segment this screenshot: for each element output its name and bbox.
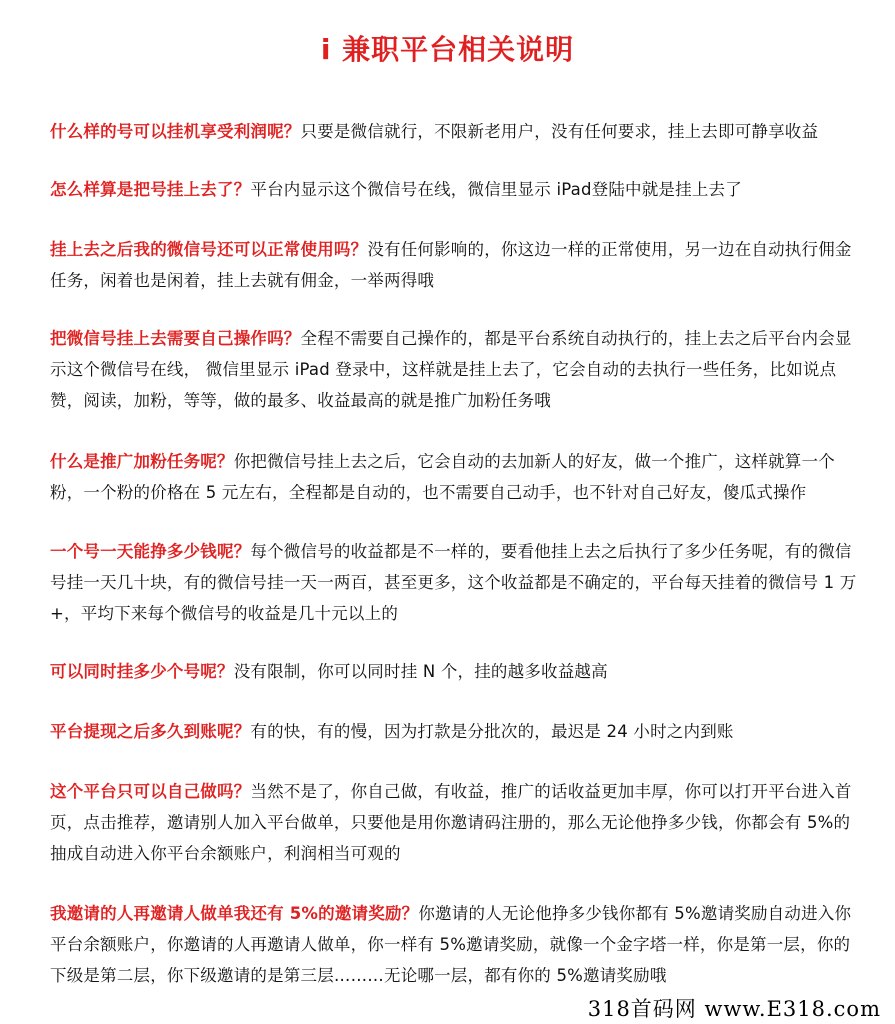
question-text: 平台提现之后多久到账呢？: [50, 722, 251, 741]
question-text: 一个号一天能挣多少钱呢？: [50, 542, 251, 561]
answer-text: 你把微信号挂上去之后，它会自动的去加新人的好友，做一个推广，这样就算一个粉，一个粉的价格在 5 元左右，全程都是自动的，也不需要自己动手，也不针对自己好友，傻瓜式操作: [50, 452, 835, 502]
qa-item: [50, 446, 858, 508]
question-text: 我邀请的人再邀请人做单我还有 5%的邀请奖励？: [50, 904, 419, 923]
question-text: 把微信号挂上去需要自己操作吗？: [50, 329, 301, 348]
qa-item: [50, 234, 858, 296]
qa-item: [50, 323, 858, 416]
question-text: 怎么样算是把号挂上去了？: [50, 180, 251, 199]
qa-item: [50, 174, 858, 205]
question-text: 这个平台只可以自己做吗？: [50, 782, 251, 801]
answer-text: 每个微信号的收益都是不一样的，要看他挂上去之后执行了多少任务呢，有的微信号挂一天几十块，有的微信号挂一天一两百，甚至更多，这个收益都是不确定的，平台每天挂着的微信号 1 万+，平均下来每个微信号的收益是几十元以上的: [50, 542, 857, 623]
qa-item: [50, 116, 858, 147]
answer-text: 当然不是了，你自己做，有收益，推广的话收益更加丰厚，你可以打开平台进入首页，点击推荐，邀请别人加入平台做单，只要他是用你邀请码注册的，那么无论他挣多少钱，你都会有 5%的抽成自动进入你平台余额账户，利润相当可观的: [50, 782, 852, 863]
qa-item: [50, 776, 858, 869]
watermark: 318首码网 www.E318.com: [587, 997, 881, 1021]
answer-text: 有的快，有的慢，因为打款是分批次的，最迟是 24 小时之内到账: [250, 722, 734, 741]
question-text: 什么样的号可以挂机享受利润呢？: [50, 122, 301, 141]
answer-text: 没有任何影响的，你这边一样的正常使用，另一边在自动执行佣金任务，闲着也是闲着，挂上去就有佣金，一举两得哦: [50, 240, 852, 290]
page-title: i 兼职平台相关说明: [320, 33, 575, 66]
qa-item: [50, 536, 858, 629]
qa-item: [50, 656, 858, 687]
question-text: 挂上去之后我的微信号还可以正常使用吗？: [50, 240, 368, 259]
answer-text: 全程不需要自己操作的，都是平台系统自动执行的，挂上去之后平台内会显示这个微信号在线， 微信里显示 iPad 登录中，这样就是挂上去了，它会自动的去执行一些任务，比如说点赞，阅读，加粉，等等，做的最多、收益最高的就是推广加粉任务哦: [50, 329, 852, 410]
answer-text: 没有限制，你可以同时挂 N 个，挂的越多收益越高: [233, 662, 608, 681]
qa-item: [50, 898, 858, 991]
qa-item: [50, 716, 858, 747]
answer-text: 只要是微信就行，不限新老用户，没有任何要求，挂上去即可静享收益: [300, 122, 819, 141]
answer-text: 平台内显示这个微信号在线，微信里显示 iPad登陆中就是挂上去了: [250, 180, 742, 199]
answer-text: 你邀请的人无论他挣多少钱你都有 5%邀请奖励自动进入你平台余额账户，你邀请的人再邀请人做单，你一样有 5%邀请奖励，就像一个金字塔一样，你是第一层，你的下级是第二层，你下级邀请的是第三层………无论哪一层，都有你的 5%邀请奖励哦: [50, 904, 852, 985]
question-text: 可以同时挂多少个号呢？: [50, 662, 234, 681]
question-text: 什么是推广加粉任务呢？: [50, 452, 234, 471]
